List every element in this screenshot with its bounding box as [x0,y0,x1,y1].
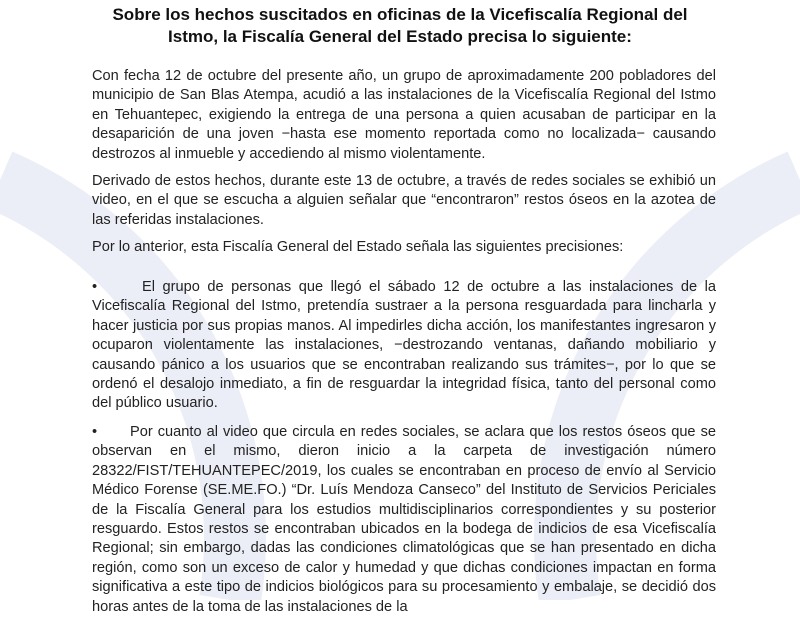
bullet-item [92,278,716,414]
paragraph-intro: Con fecha 12 de octubre del presente año, un grupo de aproximadamente 200 pobladores del municipio de San Blas Atempa, acudió a las instalaciones de la Vicefiscalía Regional del Istmo en Tehuantepec, exigiendo la entrega de una persona a quien acusaban de participar en la desaparición de una joven −hasta ese momento reportada como no localizada− causando destrozos al inmueble y accediendo al mismo violentamente. [92,68,716,162]
paragraph-video: Derivado de estos hechos, durante este 13 de octubre, a través de redes sociales se exhibió un video, en el que se escucha a alguien señalar que “encontraron” restos óseos en la azotea de las referidas instalaciones. [92,173,716,228]
bullet-marker: • [92,424,98,440]
paragraph-precisions-intro: Por lo anterior, esta Fiscalía General del Estado señala las siguientes precisiones: [92,239,624,255]
bullet-marker: • [92,279,98,295]
bullet-text: Por cuanto al video que circula en redes sociales, se aclara que los restos óseos que se observan en el mismo, dieron inicio a la carpeta de investigación número 28322/FIST/TEHUANTEPEC/2019, los cuales se encontraban en proceso de envío al Servicio Médico Forense (SE.ME.FO.) “Dr. Luís Mendoza Canseco” del Instituto de Servicios Periciales de la Fiscalía General para los estudios multidisciplinarios correspondientes y su posterior resguardo. Estos restos se encontraban ubicados en la bodega de indicios de esa Vicefiscalía Regional; sin embargo, dadas las condiciones climatológicas que se han presentado en dicha región, como son un exceso de calor y humedad y que dichas condiciones impactan en forma significativa a este tipo de indicios biológicos para su procesamiento y embalaje, se decidió dos horas antes de la toma de las instalaciones de la [92,424,716,615]
bullet-text: El grupo de personas que llegó el sábado 12 de octubre a las instalaciones de la Vicefiscalía Regional del Istmo, pretendía sustraer a la persona resguardada para lincharla y hacer justicia por sus propias manos. Al impedirles dicha acción, los manifestantes ingresaron y ocuparon violentamente las instalaciones, −destrozando ventanas, dañando mobiliario y causando pánico a los usuarios que se encontraban realizando sus trámites−, por lo que se ordenó el desalojo inmediato, a fin de resguardar la integridad física, tanto del personal como del público usuario. [92,279,716,412]
bullet-item [92,423,716,617]
document-title: Sobre los hechos suscitados en oficinas de la Vicefiscalía Regional del Istmo, la Fiscalía General del Estado precisa lo siguiente: [112,5,688,46]
